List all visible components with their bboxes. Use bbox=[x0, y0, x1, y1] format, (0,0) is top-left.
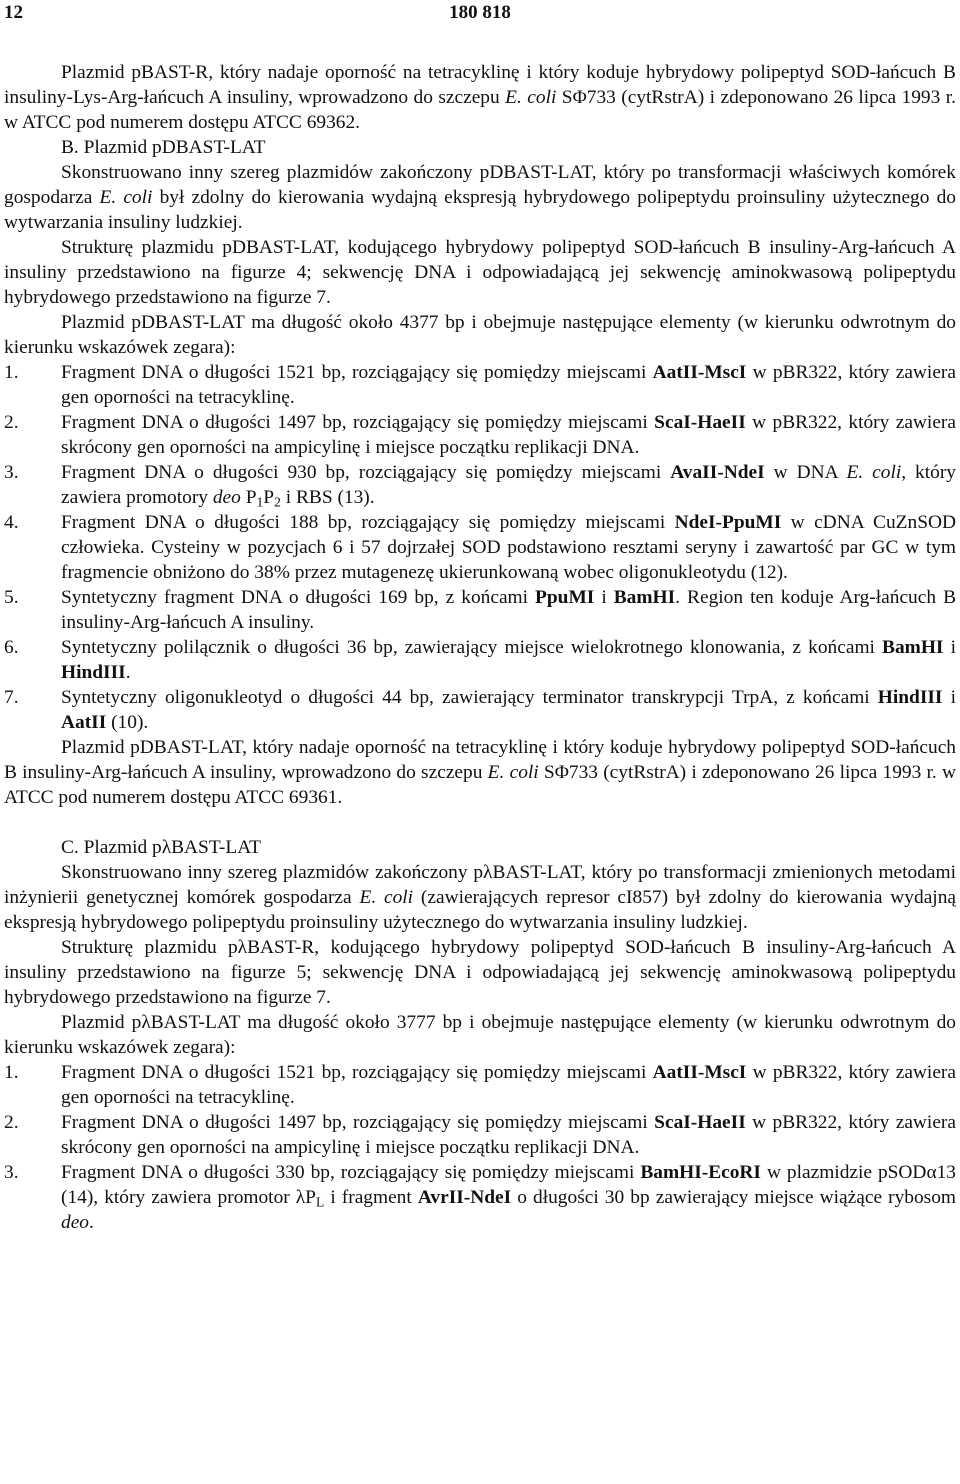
patent-number: 180 818 bbox=[449, 2, 511, 23]
list-item: 1. Fragment DNA o długości 1521 bp, rozciągający się pomiędzy miejscami AatII-MscI w pBR322, który zawiera gen oporności na tetracyklinę. bbox=[4, 1062, 956, 1108]
list-item: 3. Fragment DNA o długości 330 bp, rozciągający się pomiędzy miejscami BamHI-EcoRI w plazmidzie pSODα13 (14), który zawiera promotor $\lambda P_L$ i fragment AvrII-NdeI o długości 30 bp zawierający miejsce wiążące rybosom deo. bbox=[4, 1162, 956, 1233]
list-item-number: 6. bbox=[4, 637, 19, 658]
list-item-number: 2. bbox=[4, 1112, 19, 1133]
list-item: 7. Syntetyczny oligonukleotyd o długości 44 bp, zawierający terminator transkrypcji TrpA, z końcami HindIII i AatII (10). bbox=[4, 687, 956, 733]
document-body bbox=[4, 60, 956, 1235]
list-item: 4. Fragment DNA o długości 188 bp, rozciągający się pomiędzy miejscami NdeI-PpuMI w cDNA CuZnSOD człowieka. Cysteiny w pozycjach 6 i 57 dojrzałej SOD podstawiono resztami seryny i zawartość par GC w tym fragmencie obniżono do 38% przez mutagenezę ukierunkowaną wobec oligonukleotydu (12). bbox=[4, 512, 956, 583]
list-item-number: 1. bbox=[4, 1062, 19, 1083]
paragraph-structure-plambda: Strukturę plazmidu pλBAST-R, kodującego hybrydowy polipeptyd SOD-łańcuch B insuliny-Arg-łańcuch A insuliny przedstawiono na figurze 5; sekwencję DNA i odpowiadającą jej sekwencję aminokwasową polipeptydu hybrydowego przedstawiono na figurze 7. bbox=[4, 937, 956, 1008]
list-item: 2. Fragment DNA o długości 1497 bp, rozciągający się pomiędzy miejscami ScaI-HaeII w pBR322, który zawiera skrócony gen oporności na ampicylinę i miejsce początku replikacji DNA. bbox=[4, 1112, 956, 1158]
section-heading-b: B. Plazmid pDBAST-LAT bbox=[61, 137, 266, 158]
list-item-number: 1. bbox=[4, 362, 19, 383]
paragraph-plasmid-pdbast-deposit: Plazmid pDBAST-LAT, który nadaje oporność na tetracyklinę i który koduje hybrydowy polipeptyd SOD-łańcuch B insuliny-Arg-łańcuch A insuliny, wprowadzono do szczepu E. coli SΦ733 (cytRstrA) i zdeponowano 26 lipca 1993 r. w ATCC pod numerem dostępu ATCC 69361. bbox=[4, 737, 956, 808]
list-item: 1. Fragment DNA o długości 1521 bp, rozciągający się pomiędzy miejscami AatII-MscI w pBR322, który zawiera gen oporności na tetracyklinę. bbox=[4, 362, 956, 408]
list-item: 6. Syntetyczny polilącznik o długości 36 bp, zawierający miejsce wielokrotnego klonowania, z końcami BamHI i HindIII. bbox=[4, 637, 956, 683]
list-item-number: 5. bbox=[4, 587, 19, 608]
list-item-number: 2. bbox=[4, 412, 19, 433]
paragraph-construction-plambda: Skonstruowano inny szereg plazmidów zakończony pλBAST-LAT, który po transformacji zmienionych metodami inżynierii genetycznej komórek gospodarza E. coli (zawierających represor cI857) był zdolny do kierowania wydajną ekspresją hybrydowego polipeptydu proinsuliny użytecznego do wytwarzania insuliny ludzkiej. bbox=[4, 862, 956, 933]
list-item: 3. Fragment DNA o długości 930 bp, rozciągający się pomiędzy miejscami AvaII-NdeI w DNA E. coli, który zawiera promotory deo $P_1P_2$ i RBS (13). bbox=[4, 462, 956, 510]
paragraph-length-pdbast: Plazmid pDBAST-LAT ma długość około 4377 bp i obejmuje następujące elementy (w kierunku odwrotnym do kierunku wskazówek zegara): bbox=[4, 312, 956, 358]
paragraph-plasmid-pbast-r-deposit: Plazmid pBAST-R, który nadaje oporność na tetracyklinę i który koduje hybrydowy polipeptyd SOD-łańcuch B insuliny-Lys-Arg-łańcuch A insuliny, wprowadzono do szczepu E. coli SΦ733 (cytRstrA) i zdeponowano 26 lipca 1993 r. w ATCC pod numerem dostępu ATCC 69362. bbox=[4, 62, 956, 133]
paragraph-structure-pdbast: Strukturę plazmidu pDBAST-LAT, kodującego hybrydowy polipeptyd SOD-łańcuch B insuliny-Arg-łańcuch A insuliny przedstawiono na figurze 4; sekwencję DNA i odpowiadającą jej sekwencję aminokwasową polipeptydu hybrydowego przedstawiono na figurze 7. bbox=[4, 237, 956, 308]
section-heading-c: C. Plazmid pλBAST-LAT bbox=[61, 837, 261, 858]
list-item-number: 3. bbox=[4, 462, 19, 483]
list-item: 5. Syntetyczny fragment DNA o długości 169 bp, z końcami PpuMI i BamHI. Region ten koduje Arg-łańcuch B insuliny-Arg-łańcuch A insuliny. bbox=[4, 587, 957, 633]
page-header bbox=[4, 2, 956, 26]
paragraph-construction-pdbast: Skonstruowano inny szereg plazmidów zakończony pDBAST-LAT, który po transformacji właściwych komórek gospodarza E. coli był zdolny do kierowania wydajną ekspresją hybrydowego polipeptydu proinsuliny użytecznego do wytwarzania insuliny ludzkiej. bbox=[4, 162, 956, 233]
page-number: 12 bbox=[4, 2, 23, 23]
paragraph-length-plambda: Plazmid pλBAST-LAT ma długość około 3777 bp i obejmuje następujące elementy (w kierunku odwrotnym do kierunku wskazówek zegara): bbox=[4, 1012, 956, 1058]
list-item-number: 4. bbox=[4, 512, 19, 533]
list-item: 2. Fragment DNA o długości 1497 bp, rozciągający się pomiędzy miejscami ScaI-HaeII w pBR322, który zawiera skrócony gen oporności na ampicylinę i miejsce początku replikacji DNA. bbox=[4, 412, 956, 458]
list-item-number: 3. bbox=[4, 1162, 19, 1183]
list-item-number: 7. bbox=[4, 687, 19, 708]
